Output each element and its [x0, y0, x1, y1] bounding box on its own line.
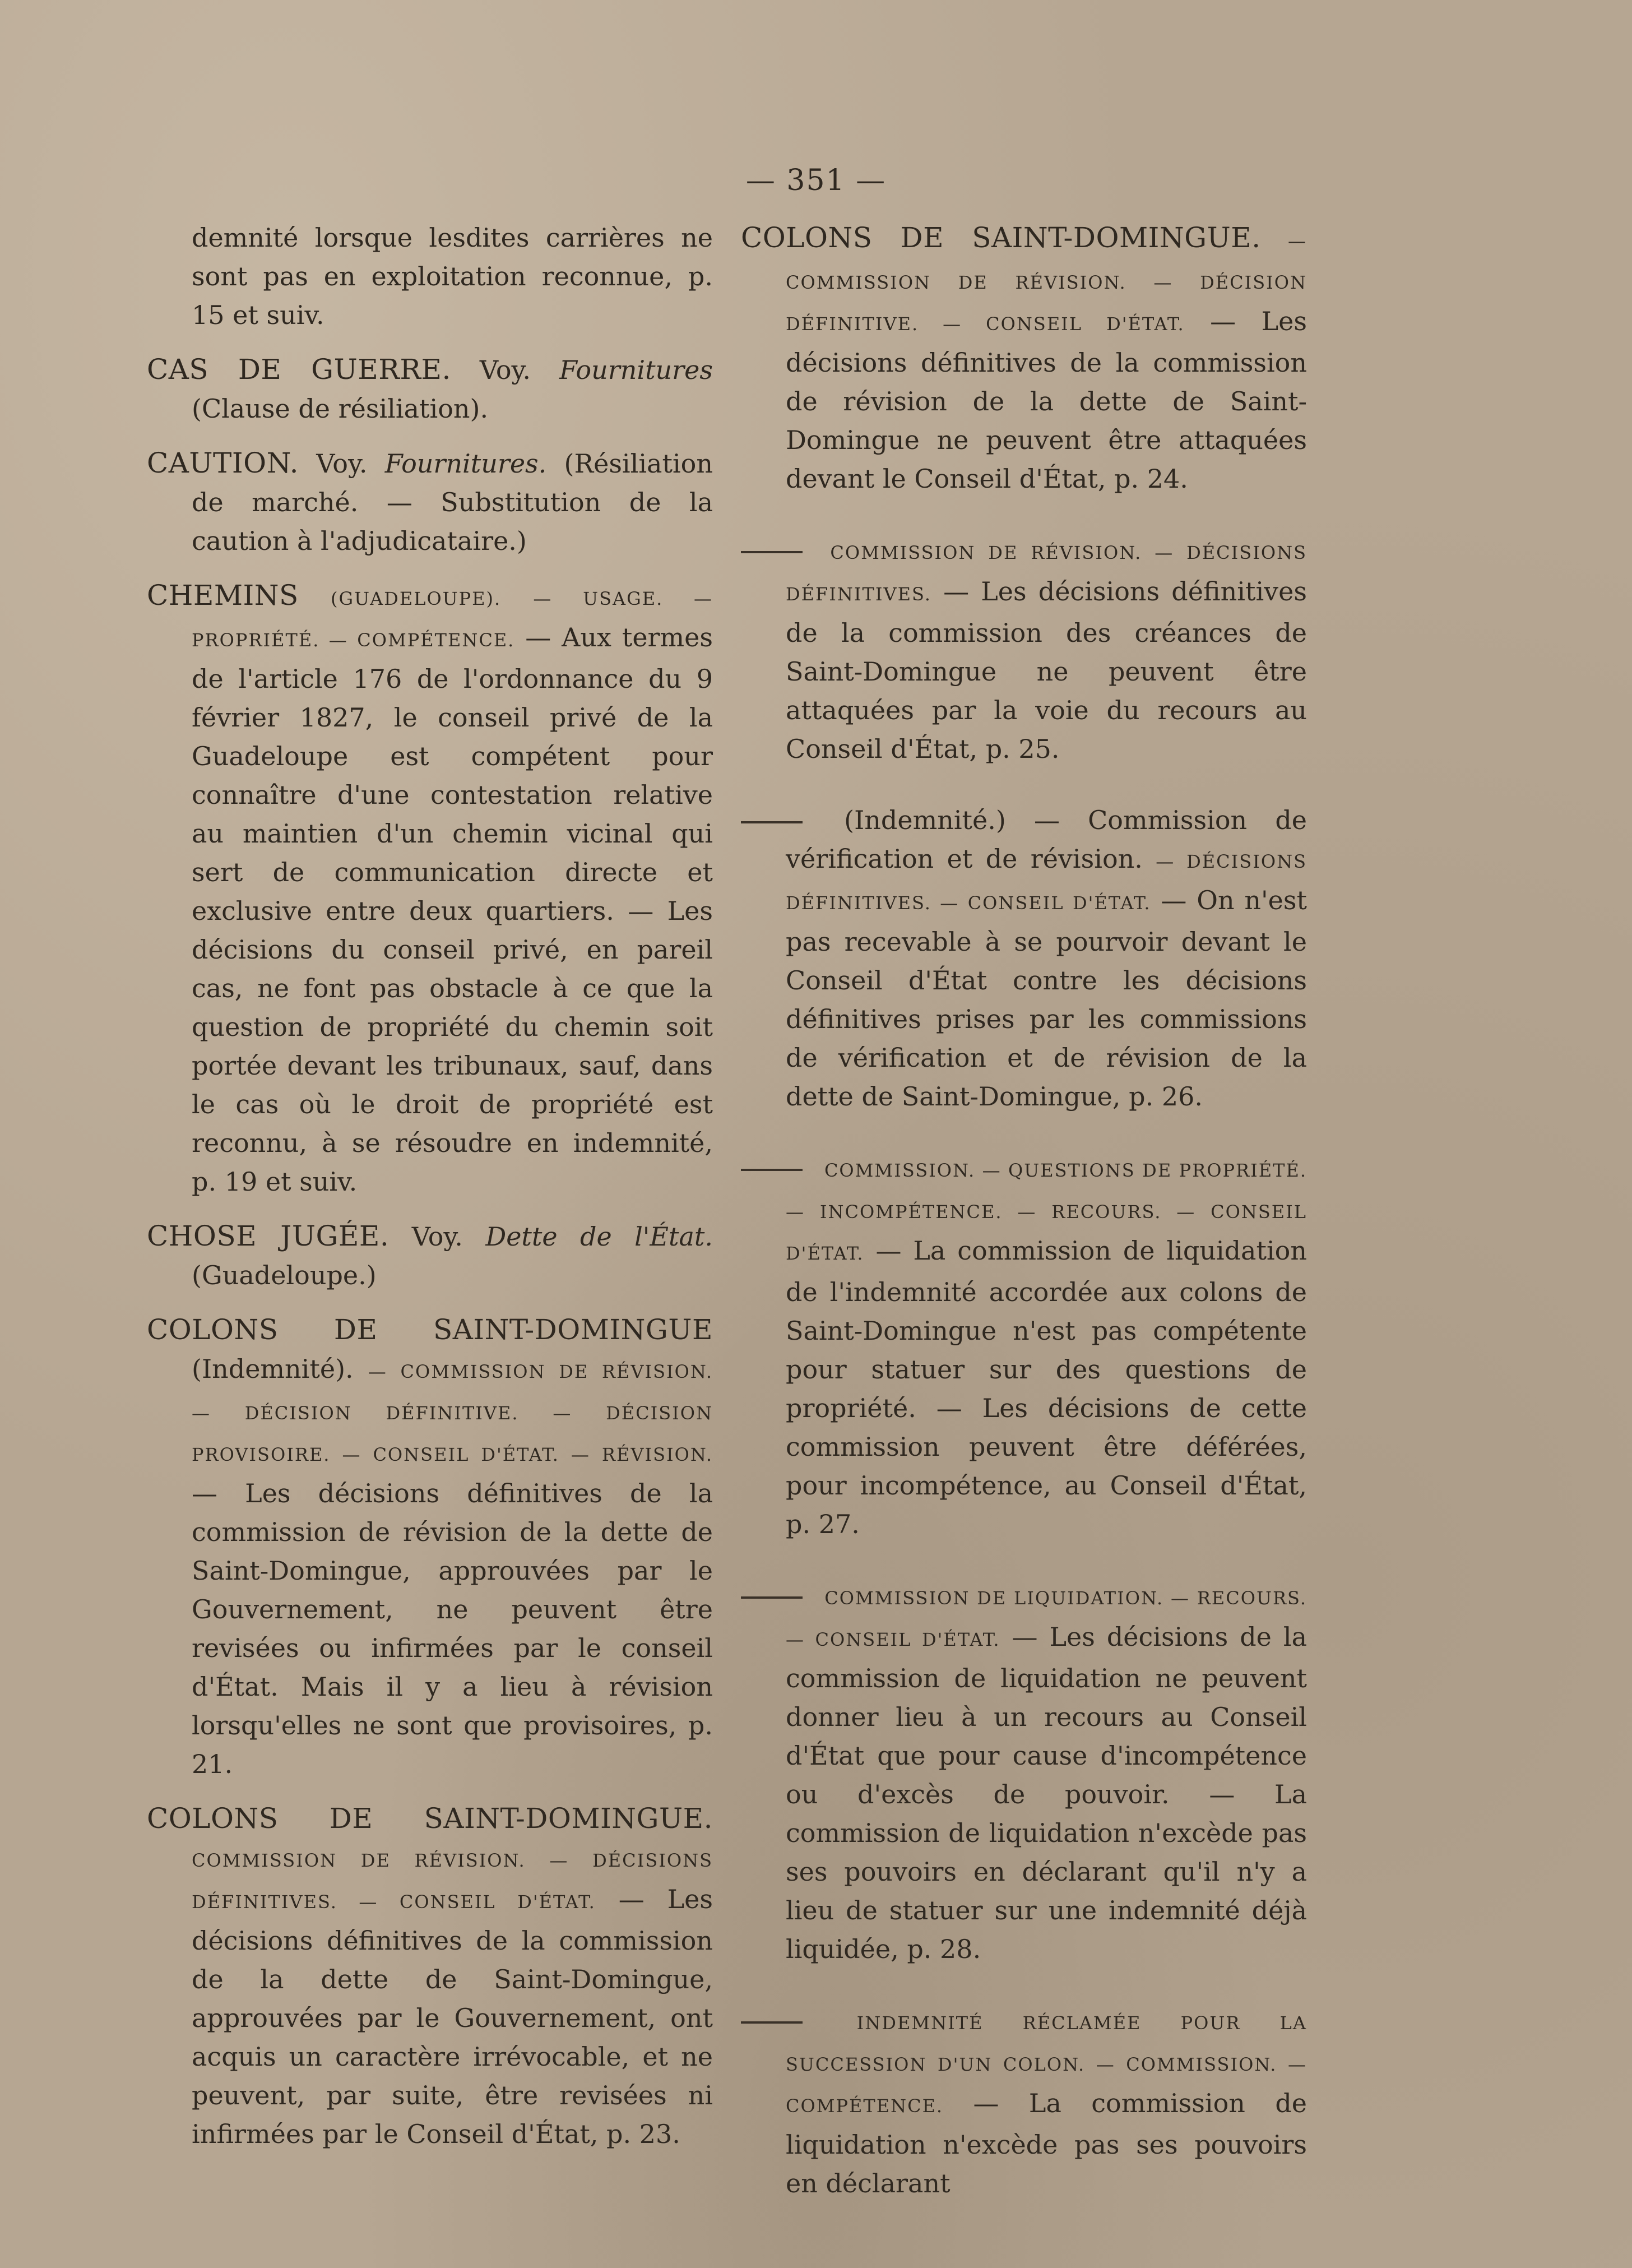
entry-keywords: — USAGE. — PROPRIÉTÉ. — COMPÉTENCE.: [192, 588, 713, 651]
entry-keywords: — COMMISSION DE RÉVISION. — DÉCISION DÉFINITIVE. — CONSEIL D'ÉTAT.: [786, 230, 1308, 335]
see-also-label: Voy.: [479, 355, 531, 385]
index-entry-cas-de-guerre: [147, 350, 713, 428]
ditto-dash: [741, 551, 803, 553]
right-column: [741, 219, 1307, 2219]
index-subentry: [741, 1576, 1307, 1969]
ditto-dash: [741, 1596, 803, 1599]
see-also-label: Voy.: [411, 1221, 463, 1252]
index-entry-continuation: [147, 219, 713, 335]
entry-text: demnité lorsque lesdites carrières ne sont pas en exploitation reconnue, p. 15 et suiv.: [192, 223, 713, 330]
entry-heading: CAS DE GUERRE.: [147, 353, 451, 386]
index-entry-colons-saint-domingue: [147, 1311, 713, 1784]
entry-text: — Aux termes de l'article 176 de l'ordonnance du 9 février 1827, le conseil privé de la Guadeloupe est compétent pour connaître d'une contestation relative au maintien d'un chemin vicinal qui sert de communication directe et exclusive entre deux quartiers. — Les décisions du conseil privé, en pareil cas, ne font pas obstacle à ce que la question de propriété du chemin soit portée devant les tribunaux, sauf, dans le cas où le droit de propriété est reconnu, à se résoudre en indemnité, p. 19 et suiv.: [192, 622, 713, 1197]
entry-text: — On n'est pas recevable à se pourvoir devant le Conseil d'État contre les décisions définitives prises par les commissions de vérification et de révision de la dette de Saint-Domingue, p. 26.: [786, 885, 1307, 1112]
ditto-dash: [741, 1169, 803, 1171]
ditto-dash: [741, 2021, 803, 2024]
entry-heading: CHEMINS: [147, 579, 299, 612]
index-subentry: [741, 531, 1307, 769]
entry-keywords: COMMISSION DE RÉVISION. — DÉCISIONS DÉFINITIVES.: [786, 542, 1308, 605]
entry-keywords: COMMISSION DE LIQUIDATION. — RECOURS. — CONSEIL D'ÉTAT.: [786, 1587, 1308, 1650]
entry-text: (Clause de résiliation).: [192, 394, 489, 424]
entry-heading: COLONS DE SAINT-DOMINGUE.: [741, 221, 1261, 254]
entry-keywords: INDEMNITÉ RÉCLAMÉE POUR LA SUCCESSION D'UN COLON. — COMMISSION. — COMPÉTENCE.: [786, 2012, 1307, 2117]
entry-heading: COLONS DE SAINT-DOMINGUE: [147, 1313, 713, 1346]
index-entry-chose-jugee: [147, 1217, 713, 1295]
index-subentry: [741, 801, 1307, 1116]
entry-heading: COLONS DE SAINT-DOMINGUE.: [147, 1802, 713, 1835]
entry-location: (GUADELOUPE).: [331, 588, 502, 609]
left-column: [147, 219, 713, 2169]
see-also-label: Voy.: [316, 448, 368, 479]
entry-text: — Les décisions définitives de la commission de révision de la dette de Saint-Domingue ne peuvent être attaquées devant le Conseil d'État, p. 24.: [786, 306, 1308, 494]
index-entry-colons-saint-domingue: [741, 219, 1307, 498]
entry-text: — Les décisions définitives de la commission de révision de la dette de Saint-Domingue, approuvées par le Gouvernement, ne peuvent être revisées ou infirmées par le conseil d'État. Mais il y a lieu à révision lorsqu'elles ne sont que provisoires, p. 21.: [192, 1478, 713, 1779]
entry-text: — Les décisions définitives de la commission de la dette de Saint-Domingue, approuvées par le Gouvernement, ont acquis un caractère irrévocable, et ne peuvent, par suite, être revisées ni infirmées par le Conseil d'État, p. 23.: [192, 1884, 713, 2149]
cross-reference: Dette de l'État.: [485, 1221, 713, 1252]
index-subentry: [741, 2001, 1307, 2203]
cross-reference: Fournitures.: [384, 448, 547, 479]
page-number: — 351 —: [745, 164, 887, 197]
entry-keywords: COMMISSION DE RÉVISION. — DÉCISIONS DÉFINITIVES. — CONSEIL D'ÉTAT.: [192, 1850, 713, 1913]
entry-text: — Les décisions définitives de la commission des créances de Saint-Domingue ne peuvent être attaquées par la voie du recours au Conseil d'État, p. 25.: [786, 576, 1307, 764]
entry-qualifier: (Indemnité.) — Commission de vérification et de révision.: [786, 805, 1307, 874]
entry-text: — La commission de liquidation n'excède pas ses pouvoirs en déclarant: [786, 2088, 1307, 2198]
index-entry-chemins: [147, 576, 713, 1201]
cross-reference: Fournitures: [559, 355, 713, 385]
entry-text: (Résiliation de marché. — Substitution de la caution à l'adjudicataire.): [192, 448, 713, 556]
entry-heading: CHOSE JUGÉE.: [147, 1220, 390, 1252]
entry-qualifier: (Indemnité).: [192, 1354, 354, 1384]
index-entry-colons-saint-domingue: [147, 1799, 713, 2154]
entry-text: (Guadeloupe.): [192, 1260, 377, 1290]
index-subentry: [741, 1149, 1307, 1544]
index-entry-caution: [147, 444, 713, 561]
entry-heading: CAUTION.: [147, 447, 299, 479]
ditto-dash: [741, 821, 803, 823]
entry-keywords: COMMISSION. — QUESTIONS DE PROPRIÉTÉ. — INCOMPÉTENCE. — RECOURS. — CONSEIL D'ÉTAT.: [786, 1160, 1308, 1264]
entry-text: — Les décisions de la commission de liquidation ne peuvent donner lieu à un recours au Conseil d'État que pour cause d'incompétence ou d'excès de pouvoir. — La commission de liquidation n'excède pas ses pouvoirs en déclarant qu'il n'y a lieu de statuer sur une indemnité déjà liquidée, p. 28.: [786, 1622, 1308, 1964]
entry-keywords: — COMMISSION DE RÉVISION. — DÉCISION DÉFINITIVE. — DÉCISION PROVISOIRE. — CONSEIL D'ÉTAT. — RÉVISION.: [192, 1361, 713, 1465]
entry-text: — La commission de liquidation de l'indemnité accordée aux colons de Saint-Domingue n'est pas compétente pour statuer sur des questions de propriété. — Les décisions de cette commission peuvent être déférées, pour incompétence, au Conseil d'État, p. 27.: [786, 1235, 1307, 1539]
entry-keywords: — DÉCISIONS DÉFINITIVES. — CONSEIL D'ÉTAT.: [786, 851, 1308, 914]
